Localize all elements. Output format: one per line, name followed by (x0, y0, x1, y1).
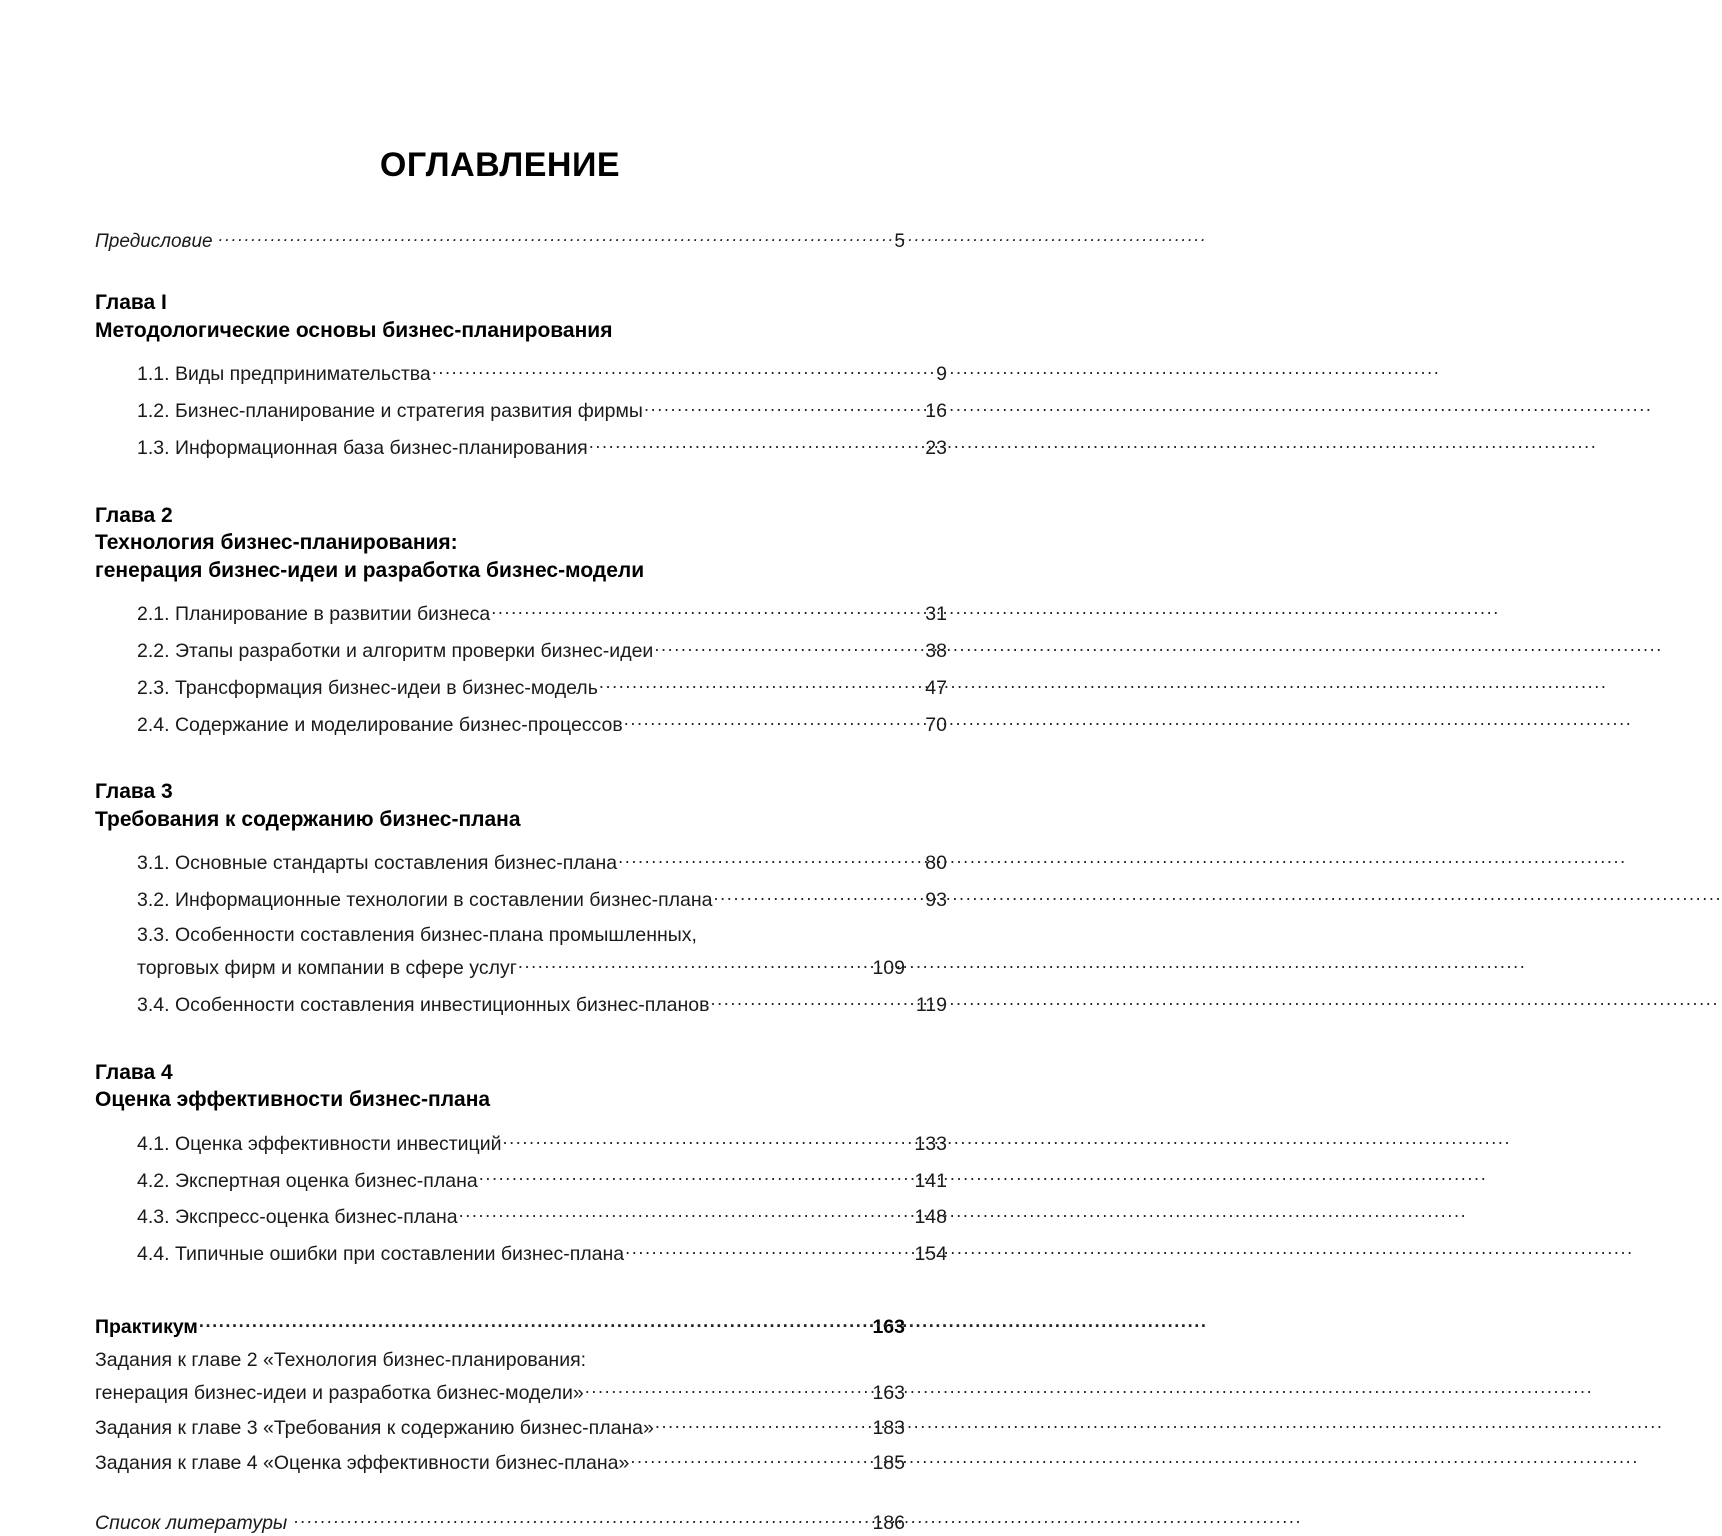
page-number: 16 (925, 400, 947, 423)
chapter-number-2: Глава 2 (95, 503, 173, 527)
toc-entry-label: 2.3. Трансформация бизнес-идеи в бизнес-модель (137, 677, 598, 700)
dot-leader (644, 398, 924, 418)
page-number: 183 (872, 1417, 905, 1440)
toc-entry-4-3[interactable] (137, 1198, 947, 1235)
toc-entry-4-2[interactable] (137, 1161, 947, 1198)
practicum-heading-label: Практикум (95, 1316, 198, 1339)
dot-leader (654, 638, 924, 658)
page-number: 23 (925, 437, 947, 460)
page-number: 93 (925, 889, 947, 912)
page-number: 47 (925, 677, 947, 700)
dot-leader (714, 887, 925, 907)
toc-entry-label-line-1: 3.3. Особенности составления бизнес-плана промышленных, (137, 923, 697, 946)
toc-entry-2-1[interactable] (137, 595, 947, 632)
toc-entry-practicum-task-3[interactable] (95, 1445, 905, 1480)
chapter-title-2-line-2: генерация бизнес-идеи и разработка бизнес-модели (95, 559, 645, 583)
dot-leader (624, 711, 925, 731)
dot-leader (599, 675, 924, 695)
task-label: Задания к главе 4 «Оценка эффективности бизнес-плана» (95, 1452, 630, 1475)
dot-leader (432, 361, 935, 381)
toc-entry-label: 3.1. Основные стандарты составления бизнес-плана (137, 852, 618, 875)
page-number: 186 (872, 1512, 905, 1535)
toc-entry-label: 4.3. Экспресс-оценка бизнес-плана (137, 1206, 458, 1229)
page-number: 163 (872, 1316, 905, 1339)
task-label-line-1: Задания к главе 2 «Технология бизнес-планирования: (95, 1348, 587, 1371)
toc-entry-label-line-2: торговых фирм и компании в сфере услуг (137, 957, 517, 980)
dot-leader (199, 1314, 872, 1334)
page-number: 154 (914, 1243, 947, 1266)
page-number: 5 (894, 230, 905, 252)
toc-entry-label: 1.2. Бизнес-планирование и стратегия развития фирмы (137, 400, 643, 423)
page-number: 80 (925, 852, 947, 875)
toc-entry-2-4[interactable] (137, 705, 947, 742)
page-number: 109 (872, 957, 905, 980)
page-number: 163 (872, 1382, 905, 1405)
chapter-title-4-line-1: Оценка эффективности бизнес-плана (95, 1088, 491, 1112)
toc-entry-3-2[interactable] (137, 881, 947, 918)
toc-entry-3-3[interactable] (137, 918, 905, 986)
chapter-number-3: Глава 3 (95, 780, 173, 804)
toc-entry-3-3-line-2 (137, 955, 905, 981)
dot-leader (491, 601, 924, 621)
page-title: ОГЛАВЛЕНИЕ (379, 146, 621, 184)
chapter-heading-1[interactable] (95, 289, 905, 344)
toc-entry-label: 4.4. Типичные ошибки при составлении бизнес-плана (137, 1243, 625, 1266)
dot-leader (459, 1204, 914, 1224)
toc-entry-2-3[interactable] (137, 669, 947, 706)
toc-entry-label: 2.1. Планирование в развитии бизнеса (137, 603, 491, 626)
toc-entry-practicum-task-2[interactable] (95, 1410, 905, 1445)
chapter-number-4: Глава 4 (95, 1060, 173, 1084)
dot-leader (625, 1241, 913, 1261)
dot-leader (585, 1380, 872, 1400)
toc-entry-label: 3.4. Особенности составления инвестиционных бизнес-планов (137, 994, 710, 1017)
page-number: 70 (925, 713, 947, 736)
chapter-title-1-line-1: Методологические основы бизнес-планирования (95, 319, 613, 343)
chapter-heading-4[interactable] (95, 1059, 905, 1114)
dot-leader (479, 1167, 914, 1187)
page-number: 31 (925, 603, 947, 626)
chapter-title-3-line-1: Требования к содержанию бизнес-плана (95, 808, 521, 832)
toc-entry-bibliography[interactable] (95, 1510, 905, 1536)
toc-entry-label: Предисловие (95, 230, 213, 252)
toc-entry-label: 4.1. Оценка эффективности инвестиций (137, 1132, 502, 1155)
toc-entry-label: 3.2. Информационные технологии в составлении бизнес-плана (137, 889, 713, 912)
toc-entry-label: 2.4. Содержание и моделирование бизнес-процессов (137, 713, 623, 736)
toc-entry-4-1[interactable] (137, 1124, 947, 1161)
dot-leader (630, 1450, 871, 1470)
toc-entry-3-4[interactable] (137, 986, 947, 1023)
page-number: 9 (936, 363, 947, 386)
dot-leader (219, 228, 894, 247)
toc-entry-label: 4.2. Экспертная оценка бизнес-плана (137, 1169, 478, 1192)
toc-entry-1-3[interactable] (137, 429, 947, 466)
toc-entry-4-4[interactable] (137, 1235, 947, 1272)
dot-leader (618, 850, 924, 870)
task-1-line-2 (95, 1380, 905, 1406)
page-number: 38 (925, 640, 947, 663)
page-number: 148 (914, 1206, 947, 1229)
task-label-line-2: генерация бизнес-идеи и разработка бизнес-модели» (95, 1382, 584, 1405)
chapter-heading-2[interactable] (95, 502, 905, 585)
page-number: 133 (914, 1132, 947, 1155)
toc-entry-practicum[interactable] (95, 1314, 905, 1344)
bibliography-label: Список литературы (95, 1512, 288, 1535)
toc-entry-label: 1.1. Виды предпринимательства (137, 363, 431, 386)
chapter-title-2-line-1: Технология бизнес-планирования: (95, 531, 458, 555)
toc-entry-label: 2.2. Этапы разработки и алгоритм проверки бизнес-идеи (137, 640, 654, 663)
toc-entry-label: 1.3. Информационная база бизнес-планирования (137, 437, 588, 460)
toc-entry-1-1[interactable] (137, 355, 947, 392)
page-number: 119 (915, 994, 947, 1017)
chapter-number-1: Глава I (95, 291, 167, 315)
toc-entry-2-2[interactable] (137, 632, 947, 669)
chapter-heading-3[interactable] (95, 778, 905, 833)
page-number: 141 (914, 1169, 947, 1192)
dot-leader (503, 1130, 914, 1150)
dot-leader (589, 435, 925, 455)
toc-entry-3-1[interactable] (137, 844, 947, 881)
dot-leader (294, 1510, 871, 1530)
page-number: 185 (872, 1452, 905, 1475)
toc-entry-1-2[interactable] (137, 392, 947, 429)
dot-leader (710, 992, 914, 1012)
task-label: Задания к главе 3 «Требования к содержанию бизнес-плана» (95, 1417, 654, 1440)
dot-leader (655, 1415, 872, 1435)
toc-entry-preface[interactable] (95, 228, 905, 254)
toc-entry-practicum-task-1[interactable] (95, 1344, 905, 1410)
dot-leader (518, 955, 872, 975)
practicum-section (95, 1314, 905, 1480)
